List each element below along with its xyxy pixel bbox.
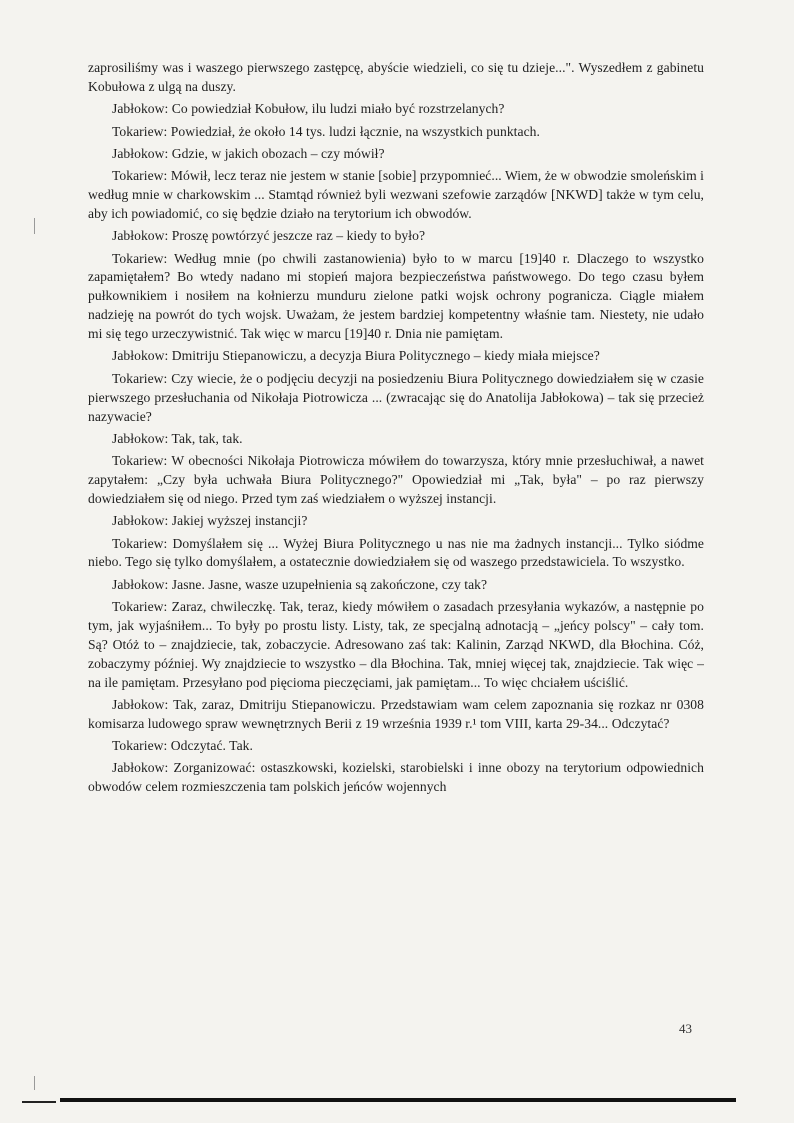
margin-tick-mark-lower [34, 1076, 35, 1090]
document-body [88, 59, 704, 801]
paragraph-5: Tokariew: Mówił, lecz teraz nie jestem w stanie [sobie] przypomnieć... Wiem, że w obwodzie smoleńskim i według mnie w charkowskim ... Stamtąd również byli wezwani szefowie zarządów [NKWD] także w tym celu, aby ich powiadomić, co się będzie działo na terytorium ich obwodów. [88, 168, 704, 221]
paragraph-18: Jabłokow: Zorganizować: ostaszkowski, kozielski, starobielski i inne obozy na terytorium odpowiednich obwodów celem rozmieszczenia tam polskich jeńców wojennych [88, 760, 704, 795]
paragraph-12: Jabłokow: Jakiej wyższej instancji? [112, 513, 308, 529]
paragraph-8: Jabłokow: Dmitriju Stiepanowiczu, a decyzja Biura Politycznego – kiedy miała miejsce? [112, 348, 600, 364]
paragraph-10: Jabłokow: Tak, tak, tak. [112, 430, 243, 446]
paragraph-14: Jabłokow: Jasne. Jasne, wasze uzupełnienia są zakończone, czy tak? [112, 576, 488, 592]
margin-tick-mark [34, 218, 35, 234]
paragraph-1: zaprosiliśmy was i waszego pierwszego zastępcę, abyście wiedzieli, co się tu dzieje...". Wyszedłem z gabinetu Kobułowa z ulgą na duszy. [88, 60, 704, 94]
paragraph-15: Tokariew: Zaraz, chwileczkę. Tak, teraz, kiedy mówiłem o zasadach przesyłania wykazów, a następnie po tym, jak wyjaśniłem... To były po prostu listy. Listy, tak, ze specjalną adnotacją – „jeńcy polscy" – cały tom. Są? Otóż to – znajdziecie, tak, zobaczycie. Adresowano zaś tak: Kalinin, Zarząd NKWD, dla Błochina. Cóż, zobaczymy później. Wy znajdziecie to wszystko – dla Błochina. Tak, mniej więcej tak, znajdziecie. Tak więc – na ile pamiętam. Przesyłano pod pięcioma pieczęciami, jak pamiętam... To więc chciałem uściślić. [88, 599, 704, 690]
paragraph-17: Tokariew: Odczytać. Tak. [112, 738, 253, 754]
paragraph-2: Jabłokow: Co powiedział Kobułow, ilu ludzi miało być rozstrzelanych? [112, 101, 505, 117]
page-number: 43 [679, 1021, 692, 1036]
paragraph-13: Tokariew: Domyślałem się ... Wyżej Biura Politycznego u nas nie ma żadnych instancji... Tylko siódme niebo. Tego się tylko domyślałem, a ostatecznie dowiedziałem się od waszego przedstawiciela. To wszystko. [88, 535, 704, 570]
paragraph-16: Jabłokow: Tak, zaraz, Dmitriju Stiepanowiczu. Przedstawiam wam celem zapoznania się rozkaz nr 0308 komisarza ludowego spraw wewnętrznych Berii z 19 września 1939 r.¹ tom VIII, karta 29-34... Odczytać? [88, 696, 704, 731]
paragraph-9: Tokariew: Czy wiecie, że o podjęciu decyzji na posiedzeniu Biura Politycznego dowiedziałem się w czasie pierwszego przesłuchania od Nikołaja Piotrowicza ... (zwracając się do Anatolija Jabłokowa) – tak się przecież nazywacie? [88, 370, 704, 424]
paragraph-7: Tokariew: Według mnie (po chwili zastanowienia) było to w marcu [19]40 r. Dlaczego to wszystko zapamiętałem? Bo wtedy nadano mi stopień majora bezpieczeństwa państwowego. Do tego czasu byłem pułkownikiem i nosiłem na kołnierzu munduru zielone patki wojsk ochrony pogranicza. Ciągle miałem nadzieję na powrót do tych wojsk. Uważam, że jestem bardziej kompetentny właśnie tam. Niestety, nie udało mi się tego urzeczywistnić. Tak więc w marcu [19]40 r. Dnia nie pamiętam. [88, 250, 704, 342]
paragraph-11: Tokariew: W obecności Nikołaja Piotrowicza mówiłem do towarzysza, który mnie przesłuchiwał, a nawet zapytałem: „Czy była uchwała Biura Politycznego?" Opowiedział mi „Tak, była" – po raz pierwszy dowiedziałem się od niego. Przed tym zaś wiedziałem o wyższej instancji. [88, 453, 704, 506]
bottom-left-mark [22, 1101, 56, 1103]
bottom-rule-line [60, 1098, 736, 1102]
paragraph-3: Tokariew: Powiedział, że około 14 tys. ludzi łącznie, na wszystkich punktach. [112, 123, 540, 139]
paragraph-6: Jabłokow: Proszę powtórzyć jeszcze raz – kiedy to było? [112, 228, 426, 244]
paragraph-4: Jabłokow: Gdzie, w jakich obozach – czy mówił? [112, 145, 385, 161]
